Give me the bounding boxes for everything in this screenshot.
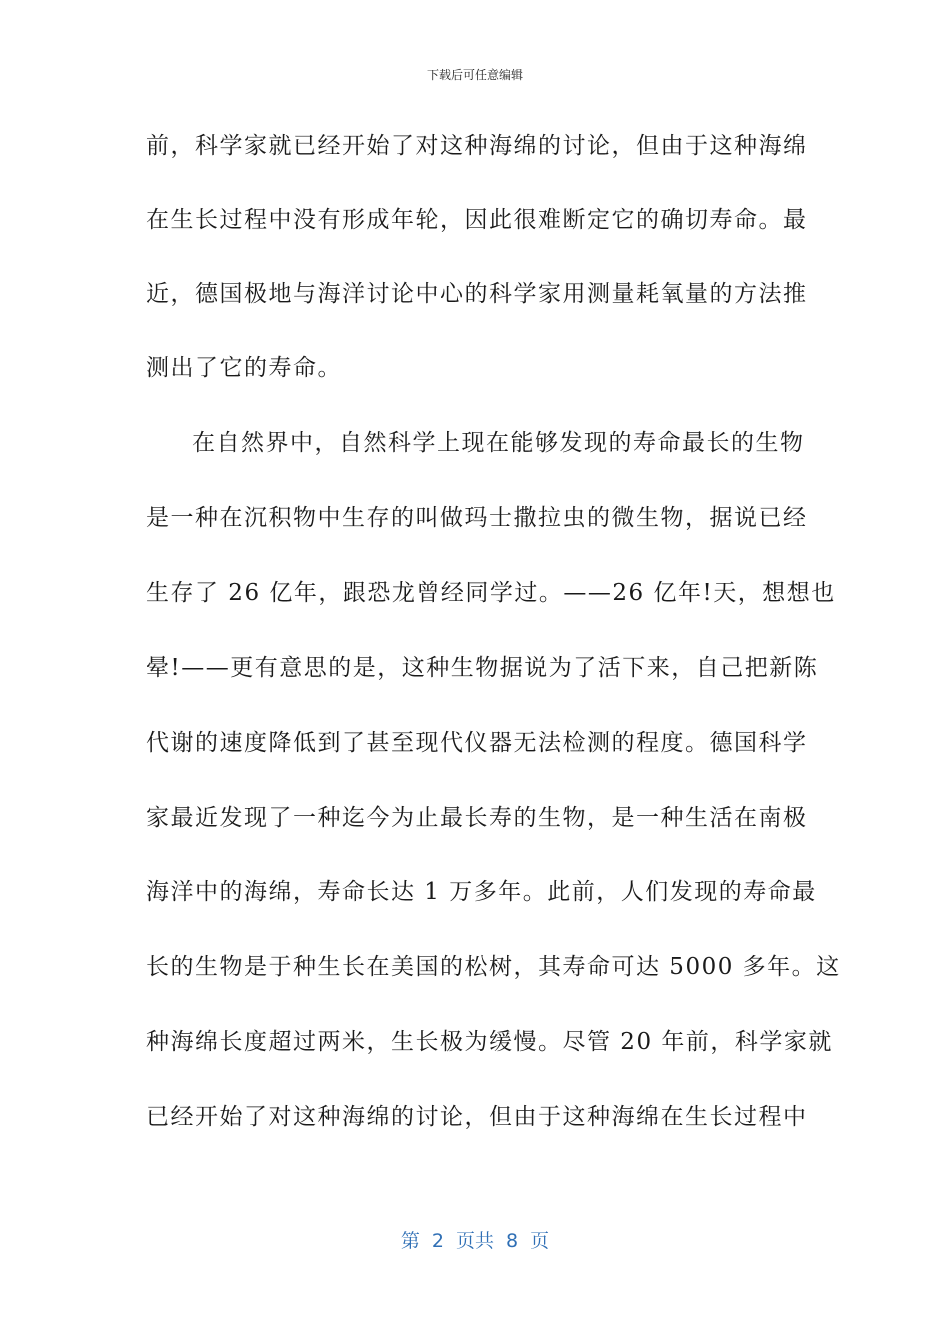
- header-note: 下载后可任意编辑: [426, 68, 523, 82]
- text-line: 长的生物是于种生长在美国的松树，其寿命可达 5000 多年。这: [146, 954, 841, 980]
- text-line: 生存了 26 亿年，跟恐龙曾经同学过。——26 亿年!天，想想也: [146, 580, 836, 606]
- text-line: 近，德国极地与海洋讨论中心的科学家用测量耗氧量的方法推: [146, 281, 808, 307]
- text-line: 种海绵长度超过两米，生长极为缓慢。尽管 20 年前，科学家就: [146, 1029, 833, 1055]
- page-footer: [0, 1226, 950, 1253]
- footer-suffix: 页: [530, 1230, 550, 1252]
- footer-middle: 页共: [455, 1230, 494, 1252]
- text-line: 是一种在沉积物中生存的叫做玛士撒拉虫的微生物，据说已经: [146, 505, 808, 531]
- text-line: 在自然界中，自然科学上现在能够发现的寿命最长的生物: [192, 430, 805, 456]
- text-line: 家最近发现了一种迄今为止最长寿的生物，是一种生活在南极: [146, 805, 808, 831]
- text-line: 测出了它的寿命。: [146, 355, 342, 381]
- footer-prefix: 第: [400, 1230, 420, 1252]
- text-line: 在生长过程中没有形成年轮，因此很难断定它的确切寿命。最: [146, 207, 808, 233]
- text-line: 海洋中的海绵，寿命长达 1 万多年。此前，人们发现的寿命最: [146, 879, 817, 905]
- text-line: 前，科学家就已经开始了对这种海绵的讨论，但由于这种海绵: [146, 133, 808, 159]
- page-number: 2: [431, 1230, 444, 1252]
- text-line: 晕!——更有意思的是，这种生物据说为了活下来，自己把新陈: [146, 655, 819, 681]
- page-total: 8: [506, 1230, 519, 1252]
- text-line: 代谢的速度降低到了甚至现代仪器无法检测的程度。德国科学: [146, 730, 808, 756]
- text-line: 已经开始了对这种海绵的讨论，但由于这种海绵在生长过程中: [146, 1104, 808, 1130]
